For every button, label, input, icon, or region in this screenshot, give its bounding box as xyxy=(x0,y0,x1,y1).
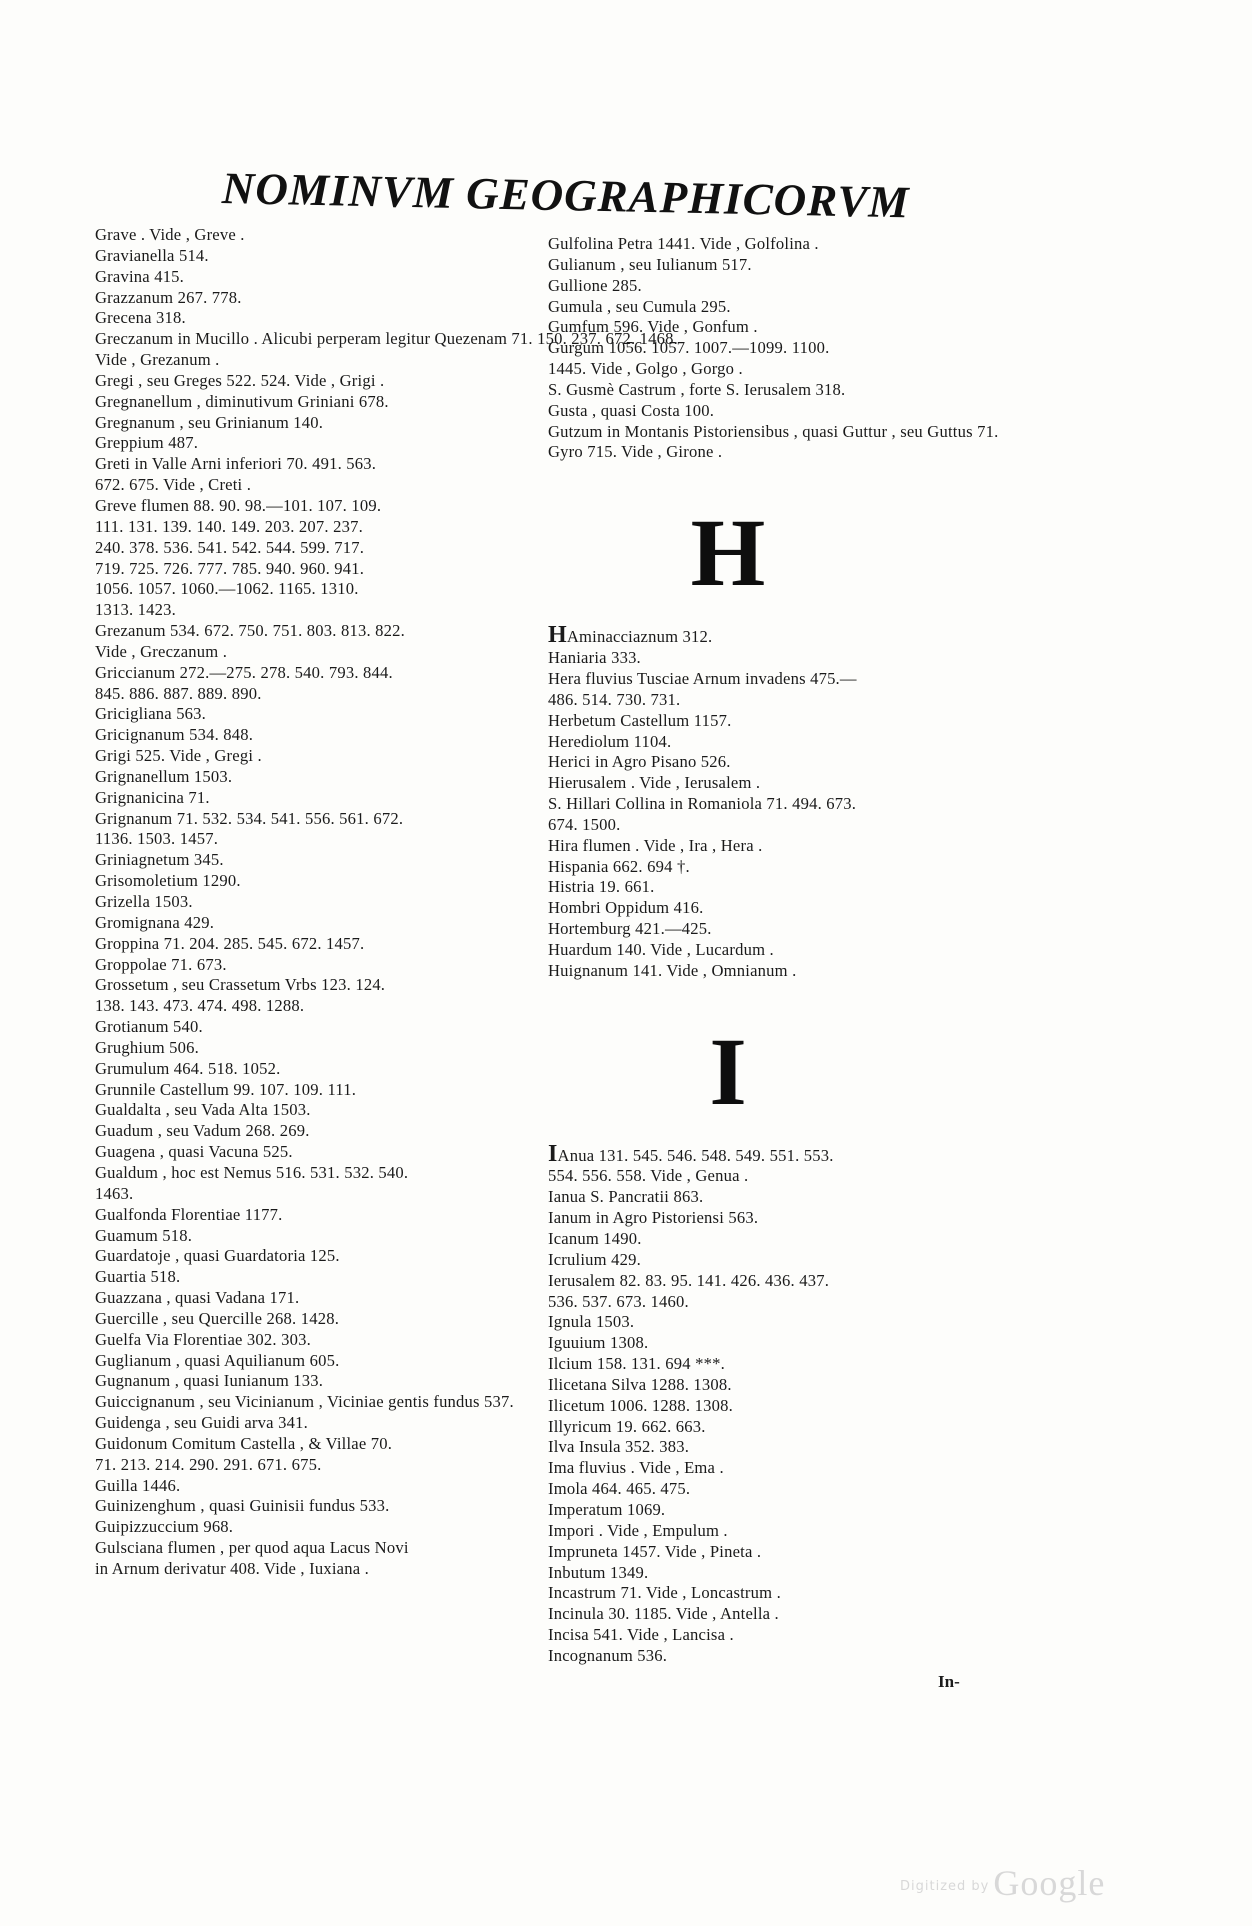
index-entry: Gregi , seu Greges 522. 524. Vide , Grigi . xyxy=(95,370,385,390)
index-entry: Guipizzuccium 968. xyxy=(95,1517,234,1537)
index-entry: S. Hillari Collina in Romaniola 71. 494. 673. xyxy=(548,794,857,814)
index-entry: Herediolum 1104. xyxy=(548,731,672,751)
index-entry: Guardatoje , quasi Guardatoria 125. xyxy=(95,1246,340,1266)
page-title: NOMINVM GEOGRAPHICORVM xyxy=(221,163,910,228)
index-entry: Grossetum , seu Crassetum Vrbs 123. 124. xyxy=(95,975,386,995)
catchword: In- xyxy=(938,1672,960,1691)
index-entry: 672. 675. Vide , Creti . xyxy=(95,475,252,495)
index-entry: Gulfolina Petra 1441. Vide , Golfolina . xyxy=(548,234,819,253)
index-entry: Vide , Greczanum . xyxy=(95,641,228,661)
index-entry: Icrulium 429. xyxy=(548,1249,641,1269)
index-entry: Grotianum 540. xyxy=(95,1017,203,1037)
index-entry: Herici in Agro Pisano 526. xyxy=(548,752,731,772)
index-entry: Illyricum 19. 662. 663. xyxy=(548,1416,706,1436)
index-entry: Gricignanum 534. 848. xyxy=(95,725,254,745)
index-entry: 1445. Vide , Golgo , Gorgo . xyxy=(548,359,743,379)
index-entry: Gregnanellum , diminutivum Griniani 678. xyxy=(95,391,389,411)
index-entry: Impruneta 1457. Vide , Pineta . xyxy=(548,1541,762,1561)
index-entry: Grignanum 71. 532. 534. 541. 556. 561. 672. xyxy=(95,808,404,828)
index-entry: Gromignana 429. xyxy=(95,912,215,932)
index-entry: Grunnile Castellum 99. 107. 109. 111. xyxy=(95,1079,357,1099)
index-entry: Herbetum Castellum 1157. xyxy=(548,710,732,730)
index-entry: Guadum , seu Vadum 268. 269. xyxy=(95,1121,310,1141)
index-entry: Hera fluvius Tusciae Arnum invadens 475.— xyxy=(548,668,857,688)
index-entry: Gulianum , seu Iulianum 517. xyxy=(548,254,752,274)
i-entries xyxy=(548,1140,1008,1667)
index-entry: 554. 556. 558. Vide , Genua . xyxy=(548,1166,749,1186)
index-entry: 845. 886. 887. 889. 890. xyxy=(95,683,262,703)
index-entry: Gumula , seu Cumula 295. xyxy=(548,296,731,316)
index-entry: 1136. 1503. 1457. xyxy=(95,829,219,849)
index-entry: 674. 1500. xyxy=(548,814,621,834)
index-entry: Guiccignanum , seu Vicinianum , Viciniae gentis fundus 537. xyxy=(95,1392,514,1412)
h-entries xyxy=(548,622,1008,981)
index-entry: 240. 378. 536. 541. 542. 544. 599. 717. xyxy=(95,537,365,557)
index-entry: Guercille , seu Quercille 268. 1428. xyxy=(95,1308,340,1328)
index-entry: Gugnanum , quasi Iunianum 133. xyxy=(95,1371,324,1391)
index-entry: 1463. xyxy=(95,1183,134,1203)
index-entry: Gualdalta , seu Vada Alta 1503. xyxy=(95,1100,311,1120)
index-entry: Ianua S. Pancratii 863. xyxy=(548,1187,704,1207)
section-letter-i: I xyxy=(709,1017,747,1125)
index-entry: Ilva Insula 352. 383. xyxy=(548,1437,690,1457)
index-entry: Incastrum 71. Vide , Loncastrum . xyxy=(548,1583,781,1603)
index-entry: Incinula 30. 1185. Vide , Antella . xyxy=(548,1604,779,1624)
watermark-prefix: Digitized by xyxy=(900,1879,990,1895)
index-entry: Huignanum 141. Vide , Omnianum . xyxy=(548,960,797,980)
index-entry: Grignanicina 71. xyxy=(95,787,210,807)
index-entry: Incisa 541. Vide , Lancisa . xyxy=(548,1625,734,1645)
index-entry: Hortemburg 421.—425. xyxy=(548,919,712,939)
index-entry: Guglianum , quasi Aquilianum 605. xyxy=(95,1350,340,1370)
index-entry: Gumfum 596. Vide , Gonfum . xyxy=(548,317,758,337)
index-entry: Grave . Vide , Greve . xyxy=(95,225,245,244)
right-column xyxy=(548,234,1008,1667)
index-entry: 1056. 1057. 1060.—1062. 1165. 1310. xyxy=(95,579,359,599)
index-entry: 719. 725. 726. 777. 785. 940. 960. 941. xyxy=(95,558,365,578)
index-entry: Guamum 518. xyxy=(95,1225,193,1245)
index-entry: Ignula 1503. xyxy=(548,1312,635,1332)
index-entry: Imola 464. 465. 475. xyxy=(548,1479,691,1499)
index-entry: 486. 514. 730. 731. xyxy=(548,689,681,709)
index-entry: Greve flumen 88. 90. 98.—101. 107. 109. xyxy=(95,495,382,515)
index-entry: Impori . Vide , Empulum . xyxy=(548,1520,728,1540)
section-letter-h: H xyxy=(690,499,766,607)
index-entry: Grezanum 534. 672. 750. 751. 803. 813. 822. xyxy=(95,621,406,641)
index-entry: Guelfa Via Florentiae 302. 303. xyxy=(95,1329,311,1349)
index-entry: Grughium 506. xyxy=(95,1037,200,1057)
index-entry: Haniaria 333. xyxy=(548,648,641,668)
watermark-brand: Google xyxy=(993,1863,1106,1903)
index-entry: 111. 131. 139. 140. 149. 203. 207. 237. xyxy=(95,516,363,536)
index-entry: Guazzana , quasi Vadana 171. xyxy=(95,1288,300,1308)
index-entry: Greti in Valle Arni inferiori 70. 491. 563. xyxy=(95,454,377,474)
index-entry: Ima fluvius . Vide , Ema . xyxy=(548,1458,724,1478)
index-entry: Imperatum 1069. xyxy=(548,1499,666,1519)
index-entry: Grignanellum 1503. xyxy=(95,766,233,786)
index-entry: Guinizenghum , quasi Guinisii fundus 533. xyxy=(95,1496,390,1516)
index-entry: Griniagnetum 345. xyxy=(95,850,224,870)
index-entry: Guidonum Comitum Castella , & Villae 70. xyxy=(95,1433,393,1453)
index-entry: Hierusalem . Vide , Ierusalem . xyxy=(548,773,761,793)
index-entry: Guagena , quasi Vacuna 525. xyxy=(95,1142,293,1162)
index-entry: Grizella 1503. xyxy=(95,892,193,911)
index-entry: Groppina 71. 204. 285. 545. 672. 1457. xyxy=(95,933,365,953)
index-entry: Guidenga , seu Guidi arva 341. xyxy=(95,1413,308,1433)
index-entry: Gregnanum , seu Grinianum 140. xyxy=(95,412,324,432)
index-entry: Greczanum in Mucillo . Alicubi perperam legitur Quezenam 71. 150. 237. 672. 1468. xyxy=(95,329,679,349)
index-entry: Icanum 1490. xyxy=(548,1229,642,1248)
index-entry: Histria 19. 661. xyxy=(548,877,655,897)
index-entry: S. Gusmè Castrum , forte S. Ierusalem 318. xyxy=(548,379,846,399)
index-entry: Incognanum 536. xyxy=(548,1645,668,1665)
index-entry: 1313. 1423. xyxy=(95,600,177,620)
index-entry: Grumulum 464. 518. 1052. xyxy=(95,1058,281,1078)
index-entry: Ilcium 158. 131. 694 ***. xyxy=(548,1354,725,1374)
index-entry: Gualfonda Florentiae 1177. xyxy=(95,1204,283,1224)
index-entry: HAminacciaznum 312. xyxy=(548,622,713,649)
index-entry: Gulsciana flumen , per quod aqua Lacus Novi xyxy=(95,1538,409,1558)
index-entry: Gusta , quasi Costa 100. xyxy=(548,400,715,420)
index-entry: Gricigliana 563. xyxy=(95,704,207,724)
index-entry: Hispania 662. 694 †. xyxy=(548,856,690,876)
index-entry: Grecena 318. xyxy=(95,308,186,328)
index-entry: Vide , Grezanum . xyxy=(95,350,220,370)
index-entry: 138. 143. 473. 474. 498. 1288. xyxy=(95,996,305,1016)
index-entry: Hira flumen . Vide , Ira , Hera . xyxy=(548,835,763,855)
index-entry: Gurgum 1056. 1057. 1007.—1099. 1100. xyxy=(548,338,830,358)
index-entry: Gullione 285. xyxy=(548,275,642,295)
index-entry: in Arnum derivatur 408. Vide , Iuxiana . xyxy=(95,1559,369,1578)
index-entry: Hombri Oppidum 416. xyxy=(548,898,704,918)
index-entry: Groppolae 71. 673. xyxy=(95,954,227,974)
index-entry: Grisomoletium 1290. xyxy=(95,871,241,891)
index-entry: Gravianella 514. xyxy=(95,245,209,265)
index-entry: Griccianum 272.—275. 278. 540. 793. 844. xyxy=(95,662,393,682)
g-entries xyxy=(548,234,1008,463)
index-entry: Inbutum 1349. xyxy=(548,1562,649,1582)
index-entry: Greppium 487. xyxy=(95,433,199,453)
index-entry: 536. 537. 673. 1460. xyxy=(548,1291,689,1311)
index-entry: Guilla 1446. xyxy=(95,1475,181,1495)
index-entry: Gutzum in Montanis Pistoriensibus , quasi Guttur , seu Guttus 71. xyxy=(548,421,999,441)
index-entry: Grazzanum 267. 778. xyxy=(95,287,242,307)
index-entry: Guartia 518. xyxy=(95,1267,181,1287)
index-entry: Ilicetana Silva 1288. 1308. xyxy=(548,1374,732,1394)
index-entry: 71. 213. 214. 290. 291. 671. 675. xyxy=(95,1454,322,1474)
index-entry: Iguuium 1308. xyxy=(548,1333,649,1353)
index-entry: Ilicetum 1006. 1288. 1308. xyxy=(548,1395,733,1415)
index-entry: IAnua 131. 545. 546. 548. 549. 551. 553. xyxy=(548,1140,834,1167)
index-entry: Grigi 525. Vide , Gregi . xyxy=(95,746,262,766)
index-entry: Ianum in Agro Pistoriensi 563. xyxy=(548,1208,759,1228)
digitized-watermark xyxy=(900,1862,1105,1904)
index-entry: Ierusalem 82. 83. 95. 141. 426. 436. 437. xyxy=(548,1270,830,1290)
index-entry: Gualdum , hoc est Nemus 516. 531. 532. 540. xyxy=(95,1162,409,1182)
index-entry: Huardum 140. Vide , Lucardum . xyxy=(548,939,774,959)
index-entry: Gyro 715. Vide , Girone . xyxy=(548,442,723,462)
index-entry: Gravina 415. xyxy=(95,266,185,286)
